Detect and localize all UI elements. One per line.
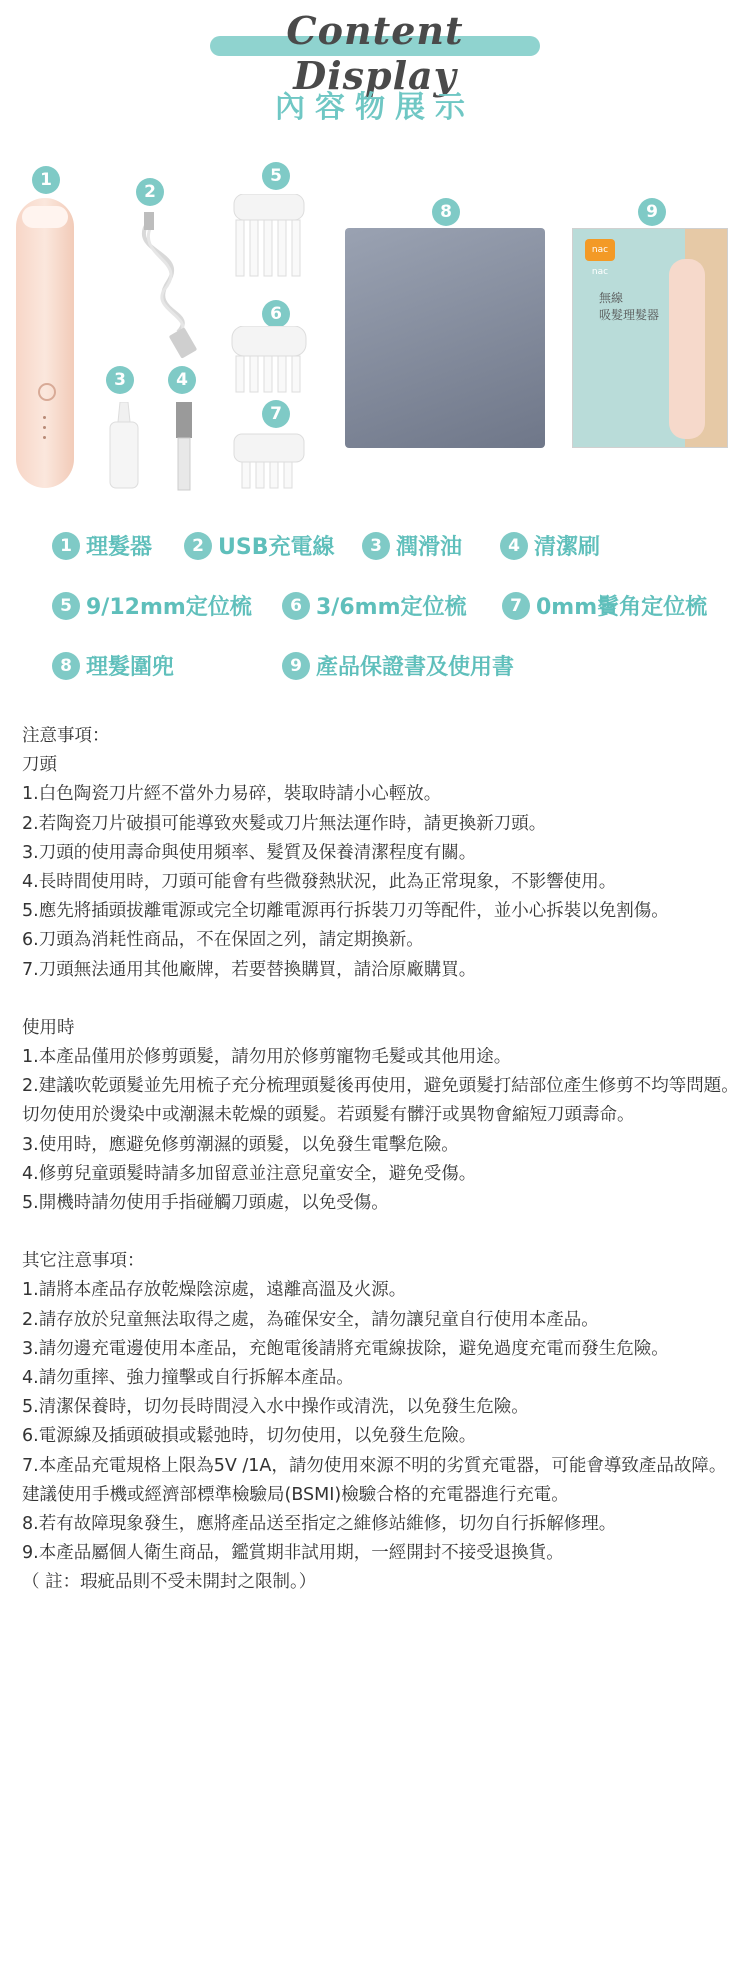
lubricant-oil-icon [106, 402, 142, 492]
legend-item: 3 潤滑油 [362, 530, 462, 561]
header [0, 0, 750, 150]
notes-heading: 注意事項： [22, 726, 110, 746]
box-title: 無線 吸髮理髮器 [599, 291, 660, 322]
legend-item: 9 產品保證書及使用書 [282, 650, 514, 681]
other-note: 7.本產品充電規格上限為5V /1A，請勿使用來源不明的劣質充電器，可能會導致產品故障。建議使用手機或經濟部標準檢驗局(BSMI)檢驗合格的充電器進行充電。 [22, 1455, 727, 1505]
usage-note: 2.建議吹乾頭髮並先用梳子充分梳理頭髮後再使用，避免頭髮打結部位產生修剪不均等問題。切勿使用於燙染中或潮濕未乾燥的頭髮。若頭髮有髒汙或異物會縮短刀頭壽命。 [22, 1076, 739, 1126]
legend-item: 1 理髮器 [52, 530, 152, 561]
usage-note: 5.開機時請勿使用手指碰觸刀頭處，以免受傷。 [22, 1193, 389, 1214]
hair-cutting-cape-icon [345, 228, 545, 448]
item-number-badge: 1 [32, 166, 60, 194]
guide-comb-9-12mm-icon [228, 194, 310, 280]
legend-item: 7 0mm鬢角定位梳 [502, 590, 707, 621]
title-banner [210, 8, 540, 98]
precautions-section [22, 722, 742, 1598]
blade-note: 4.長時間使用時，刀頭可能會有些微發熱狀況，此為正常現象，不影響使用。 [22, 872, 617, 893]
blade-note: 3.刀頭的使用壽命與使用頻率、髮質及保養清潔程度有關。 [22, 842, 477, 863]
guide-comb-3-6mm-icon [228, 326, 310, 396]
item-number-badge: 3 [106, 366, 134, 394]
brand-logo: nac nac [585, 239, 615, 261]
usage-section-title: 使用時 [22, 1017, 75, 1038]
other-section-title: 其它注意事項： [22, 1251, 145, 1272]
legend-item: 4 清潔刷 [500, 530, 600, 561]
item-number-badge: 4 [168, 366, 196, 394]
item-number-badge: 9 [638, 198, 666, 226]
sideburn-comb-0mm-icon [228, 428, 310, 492]
item-number-badge: 8 [432, 198, 460, 226]
other-note: 1.請將本產品存放乾燥陰涼處，遠離高溫及火源。 [22, 1280, 407, 1301]
other-note: 6.電源線及插頭破損或鬆弛時，切勿使用，以免發生危險。 [22, 1426, 477, 1447]
other-note: 9.本產品屬個人衛生商品，鑑賞期非試用期，一經開封不接受退換貨。 [22, 1543, 564, 1564]
page-title: Content Display [286, 8, 464, 98]
usb-cable-icon [128, 212, 208, 362]
other-note: 3.請勿邊充電邊使用本產品，充飽電後請將充電線拔除，避免過度充電而發生危險。 [22, 1338, 669, 1359]
legend-item: 6 3/6mm定位梳 [282, 590, 467, 621]
blade-section-title: 刀頭 [22, 755, 57, 776]
manual-box-icon [572, 228, 728, 448]
legend-item: 2 USB充電線 [184, 530, 334, 561]
other-note: 2.請存放於兒童無法取得之處，為確保安全，請勿讓兒童自行使用本產品。 [22, 1309, 599, 1330]
other-note: 5.清潔保養時，切勿長時間浸入水中操作或清洗，以免發生危險。 [22, 1397, 529, 1418]
item-number-badge: 5 [262, 162, 290, 190]
item-number-badge: 2 [136, 178, 164, 206]
hair-trimmer-icon [16, 198, 74, 488]
cleaning-brush-icon [172, 402, 196, 492]
other-note: （ 註：瑕疵品則不受未開封之限制。） [22, 1572, 317, 1593]
usage-note: 1.本產品僅用於修剪頭髮，請勿用於修剪寵物毛髮或其他用途。 [22, 1047, 512, 1068]
item-number-badge: 7 [262, 400, 290, 428]
blade-note: 5.應先將插頭拔離電源或完全切離電源再行拆裝刀刃等配件，並小心拆裝以免割傷。 [22, 901, 669, 922]
usage-note: 3.使用時，應避免修剪潮濕的頭髮，以免發生電擊危險。 [22, 1134, 459, 1155]
other-note: 8.若有故障現象發生，應將產品送至指定之維修站維修，切勿自行拆解修理。 [22, 1514, 617, 1535]
page-subtitle: 內容物展示 [275, 90, 475, 125]
blade-note: 6.刀頭為消耗性商品，不在保固之列，請定期換新。 [22, 930, 424, 951]
other-note: 4.請勿重摔、強力撞擊或自行拆解本產品。 [22, 1368, 354, 1389]
blade-note: 1.白色陶瓷刀片經不當外力易碎，裝取時請小心輕放。 [22, 784, 442, 805]
blade-note: 7.刀頭無法通用其他廠牌，若要替換購買，請洽原廠購買。 [22, 959, 477, 980]
usage-note: 4.修剪兒童頭髮時請多加留意並注意兒童安全，避免受傷。 [22, 1163, 477, 1184]
product-illustration [0, 150, 750, 500]
legend-item: 5 9/12mm定位梳 [52, 590, 252, 621]
contents-legend [0, 530, 750, 680]
blade-note: 2.若陶瓷刀片破損可能導致夾髮或刀片無法運作時，請更換新刀頭。 [22, 813, 547, 834]
item-number-badge: 6 [262, 300, 290, 328]
legend-item: 8 理髮圍兜 [52, 650, 174, 681]
